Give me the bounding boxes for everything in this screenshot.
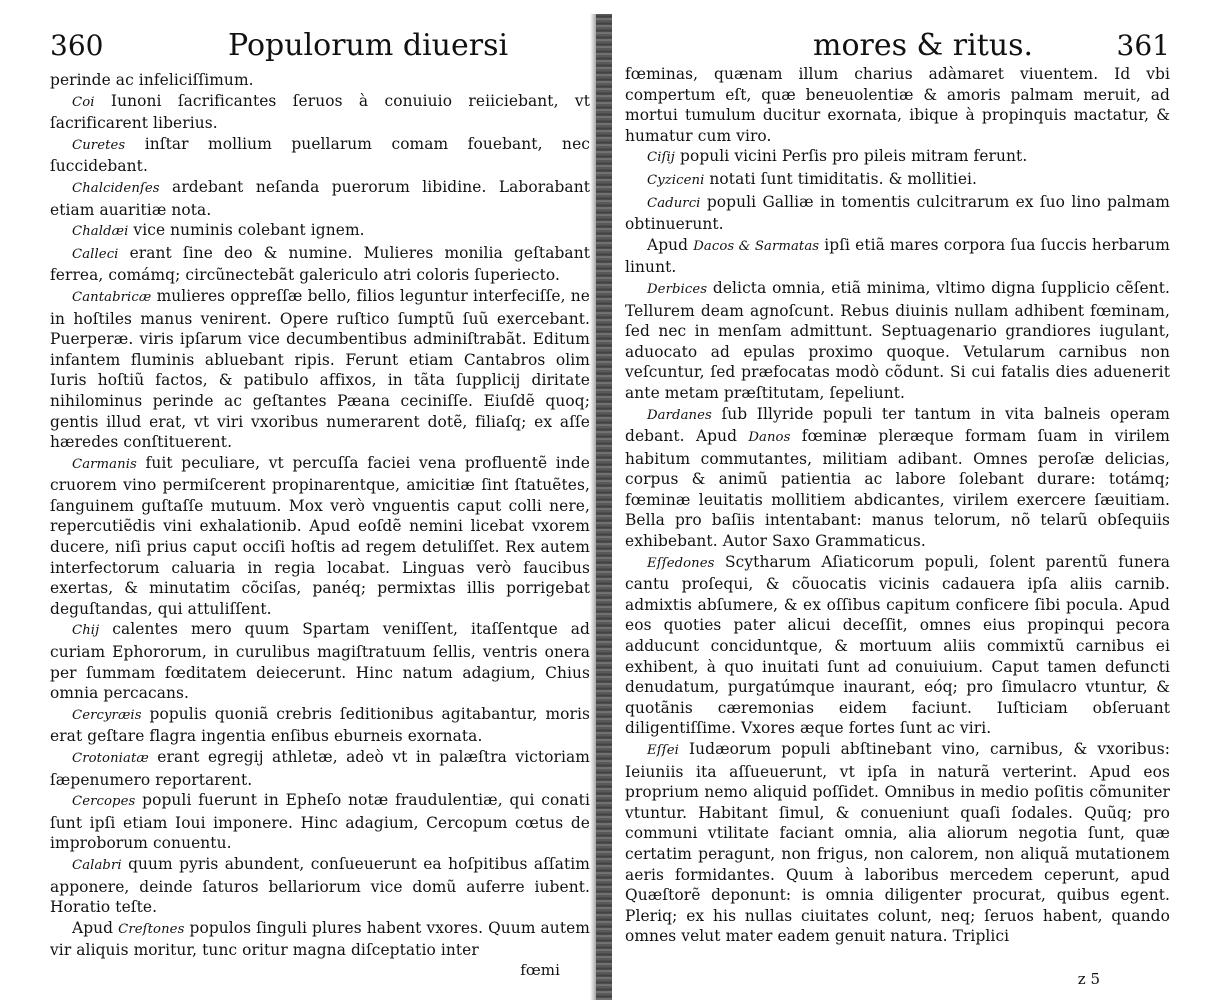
entry-text: populis quoniã crebris ſeditionibus agitabantur, moris erat geſtare flagra ingentia enſibus eburneis exornata. [50,704,590,746]
entry [50,177,590,220]
entry-text: Iunoni ſacrificantes ſeruos à conuiuio reiiciebant, vt ſacrificarent liberius. [50,91,590,133]
left-head-title: Populorum diuersi [228,28,509,63]
entry-keyword: Curetes [72,137,126,153]
entry-text: inſtar mollium puellarum comam fouebant, nec ſuccidebant. [50,134,590,176]
right-folio: 361 [1116,29,1170,62]
entry-keyword: Cadurci [647,195,701,211]
signature-mark: z 5 [1077,970,1100,988]
entry-keyword: Danos [748,430,791,446]
entry-text: erant ſine deo & numine. Mulieres monilia geſtabant ferrea, comámq; circũnectebãt galericulo atri coloris ſuperiecto. [50,243,590,285]
entry [50,918,590,961]
entry-keyword: Eſſei [647,743,679,758]
entry [50,91,590,134]
entry-text: fœminas, quænam illum charius adàmaret viuentem. Id vbi compertum eſt, quæ beneuolentiæ & amoris palmam meruit, ad mortui tumulum ducitur exornata, ibique à propinquis mactatur, & humatur cum viro. [625,65,1170,145]
entry-keyword: Ciſij [647,150,675,166]
entry [50,286,590,453]
entry [50,747,590,790]
entry-text: calentes mero quum Spartam veniſſent, itaſſentque ad curiam Ephororum, in curulibus magiſtratuum ſellis, ventris onera per ſummam fœditatem deiecerunt. Hinc natum adagium, Chius omnia percacans. [50,620,590,703]
entry-keyword: Dardanes [647,407,712,423]
entry-text: ardebant neſanda puerorum libidine. Laborabant etiam auaritiæ nota. [50,177,590,219]
entry-keyword: Calleci [72,246,119,262]
entry-text: erant egregij athletæ, adeò vt in palæſtra victoriam ſæpenumero reportarent. [50,748,591,789]
entry-keyword: Derbices [647,281,708,297]
right-body-text [625,64,1170,947]
entry-text: ipſi etiã mares corpora ſua ſuccis herbarum linunt. [625,235,1171,277]
entry-keyword: Creſtones [118,921,185,937]
book-gutter [596,14,612,1000]
entry-keyword: Crotoniatæ [72,751,149,766]
left-folio: 360 [50,29,104,62]
entry-keyword: Chij [72,623,100,639]
entry-keyword: Carmanis [72,456,137,472]
entry-text: ſub Illyride populi ter tantum in vita balneis operam debant. [625,404,1170,446]
entry [625,169,1170,192]
entry-keyword: Cantabricæ [72,289,152,305]
entry [625,192,1170,235]
entry-keyword: Cercopes [72,794,136,810]
entry [625,235,1170,278]
entry [50,704,590,747]
entry-text: populi Galliæ in tomentis culcitrarum ex ſuo lino palmam obtinuerunt. [625,192,1170,234]
entry-prefix: Apud [72,918,114,937]
entry-keyword: Cercyræis [72,707,142,723]
entry-prefix: Apud [647,235,689,254]
left-body-text [50,70,590,979]
right-page [625,0,1170,1000]
entry [50,220,590,243]
entry [625,739,1170,947]
entry-text: Iudæorum populi abſtinebant vino, carnibus, & vxoribus: Ieiuniis ita aſſueuerunt, vt ipſa in naturã verterint. Apud eos proprium nemo aliquid poſſidet. Omnibus in medio poſitis cõmuniter vtuntur. Habitant ſimul, & conueniunt quaſi ſodales. Quũq; pro communi vtilitate faciant omnia, alia aliorum negotia ſunt, quæ certatim peragunt, non frigus, non calorem, non aliquã mutationem aeris formidantes. Quum à laboribus mercedem ceperunt, apud Quæſtorẽ deponunt: is omnia diligenter procurat, quibus egent. Pleriq; ex his nullas ciuitates colunt, neq; ſeruos habent, quando omnes velut mater eadem genuit natura. Triplici [625,740,1170,946]
entry-text: perinde ac infeliciſſimum. [50,71,254,89]
entry [50,243,590,286]
left-running-head [50,26,590,66]
entry-text: delicta omnia, etiã minima, vltimo digna ſupplicio cẽſent. Tellurem deam agnoſcunt. Rebus diuinis nullam adhibent fœminam, ſed nec in menſam admittunt. Septuagenario grandiores iugulant, aduocato ad epulas proximo quoque. Vetularum carnibus non veſcuntur, ſed præfocatas modò cõdunt. Si cui fatalis dies aduenerit ante metam præſtitutam, ſepeliunt. [625,278,1170,402]
entry [50,70,590,91]
entry-keyword: Chalcidenſes [72,180,160,196]
entry-text: fuit peculiare, vt percuſſa faciei vena profluentẽ inde cruorem vino permiſcerent propinarentque, amicitiæ ſint ſtatuẽtes, ſanguinem guſtaſſe mutuum. Mox verò vnguentis caput colli nere, repercutiẽdis vini exhalationib. Apud eoſdẽ nemini licebat vxorem ducere, niſi prius caput occiſi hoſtis ad regem detuliſſet. Rex autem interfectorum caluaria in regia locabat. Linguas verò faucibus exertas, & minutatim cõciſas, panéq; permixtas illis porrigebat deguſtandas, qui attuliſſent. [50,453,590,618]
entry-keyword: Eſſedones [647,555,715,571]
entry [50,790,590,854]
right-head-title: mores & ritus. [813,28,1034,63]
entry [50,854,590,918]
entry [625,64,1170,146]
left-page [50,0,590,1000]
entry [50,134,590,177]
entry-keyword: Cyziceni [647,172,705,188]
catchword: fœmi [520,960,560,979]
entry [50,453,590,620]
entry-prefix: Apud [695,427,738,446]
entry [50,619,590,703]
entry-text: populos ſinguli plures habent vxores. Quum autem vir aliquis moritur, tunc oritur magna diſceptatio inter [50,918,591,960]
entry-text: quum pyris abundent, conſueuerunt ea hoſpitibus aſſatim apponere, deinde ſaturos bellariorum vice domũ auferre iubent. Horatio teſte. [50,854,591,917]
entry-text: populi fuerunt in Epheſo notæ fraudulentiæ, qui conati ſunt ipſi etiam Ioui imponere. Hinc adagium, Cercopum cœtus de improborum conuentu. [50,791,590,853]
entry-text: notati ſunt timiditatis. & mollitiei. [709,169,978,188]
right-running-head [625,26,1170,66]
entry-keyword: Chaldæi [72,224,129,240]
entry-keyword: Calabri [72,857,122,873]
entry-text: populi vicini Perſis pro pileis mitram ferunt. [680,147,1028,166]
entry-text: mulieres oppreſſæ bello, filios leguntur interfeciſſe, ne in hoſtiles manus venirent. Opere ruſtico ſumptũ ſuũ exercebant. Puerperæ. viris ipſarum vice decumbentibus adminiſtrabãt. Editum infantem fluminis abluebant ripis. Ferunt etiam Cantabros olim Iuris hoſtiũ factos, & patibulo affixos, in tãta ſupplicij diritate nihilominus perinde ac geſtantes Pæana ceciniſſe. Eiuſdẽ quoq; gentis illud erat, vt viri vxoribus numerarent dotẽ, filiaſq; ex aſſe hæredes conſtituerent. [50,286,590,452]
entry [625,146,1170,169]
entry-keyword: Dacos & Sarmatas [693,238,820,254]
entry-text: vice numinis colebant ignem. [133,221,365,240]
entry [625,552,1170,739]
entry-text: Scytharum Aſiaticorum populi, ſolent parentũ funera cantu proſequi, & cõuocatis vicinis cadauera ipſa aliis carnib. admixtis abſumere, & ex oſſibus capitum conficere ſibi pocula. Apud eos quoties pater alicui deceſſit, omnes eius propinqui pecora adducunt conciduntque, & mortuum aliis commixtũ carnibus ei exhibent, à quo inuitati ſunt ad conuiuium. Caput tamen defuncti denudatum, purgatúmque inaurant, eóq; pro ſimulacro vtuntur, & quotãnis cæremonias eidem faciunt. Iuſticiam obſeruant diligentiſſime. Vxores æque fortes ſunt ac viri. [625,552,1170,738]
entry [625,404,1170,552]
entry [625,278,1170,404]
entry-keyword: Coi [72,94,95,110]
entry-text: fœminæ pleræque formam ſuam in virilem habitum commutantes, militiam adibant. Omnes peroſæ delicias, corpus & animũ patientia ac labore ſolebant durare: totámq; fœminæ leuitatis mollitiem abdicantes, virilem exercere ſæuitiam. Bella pro baſiis intentabant: manus telorum, nõ telarũ obſequiis exhibebant. Autor Saxo Grammaticus. [625,427,1171,551]
